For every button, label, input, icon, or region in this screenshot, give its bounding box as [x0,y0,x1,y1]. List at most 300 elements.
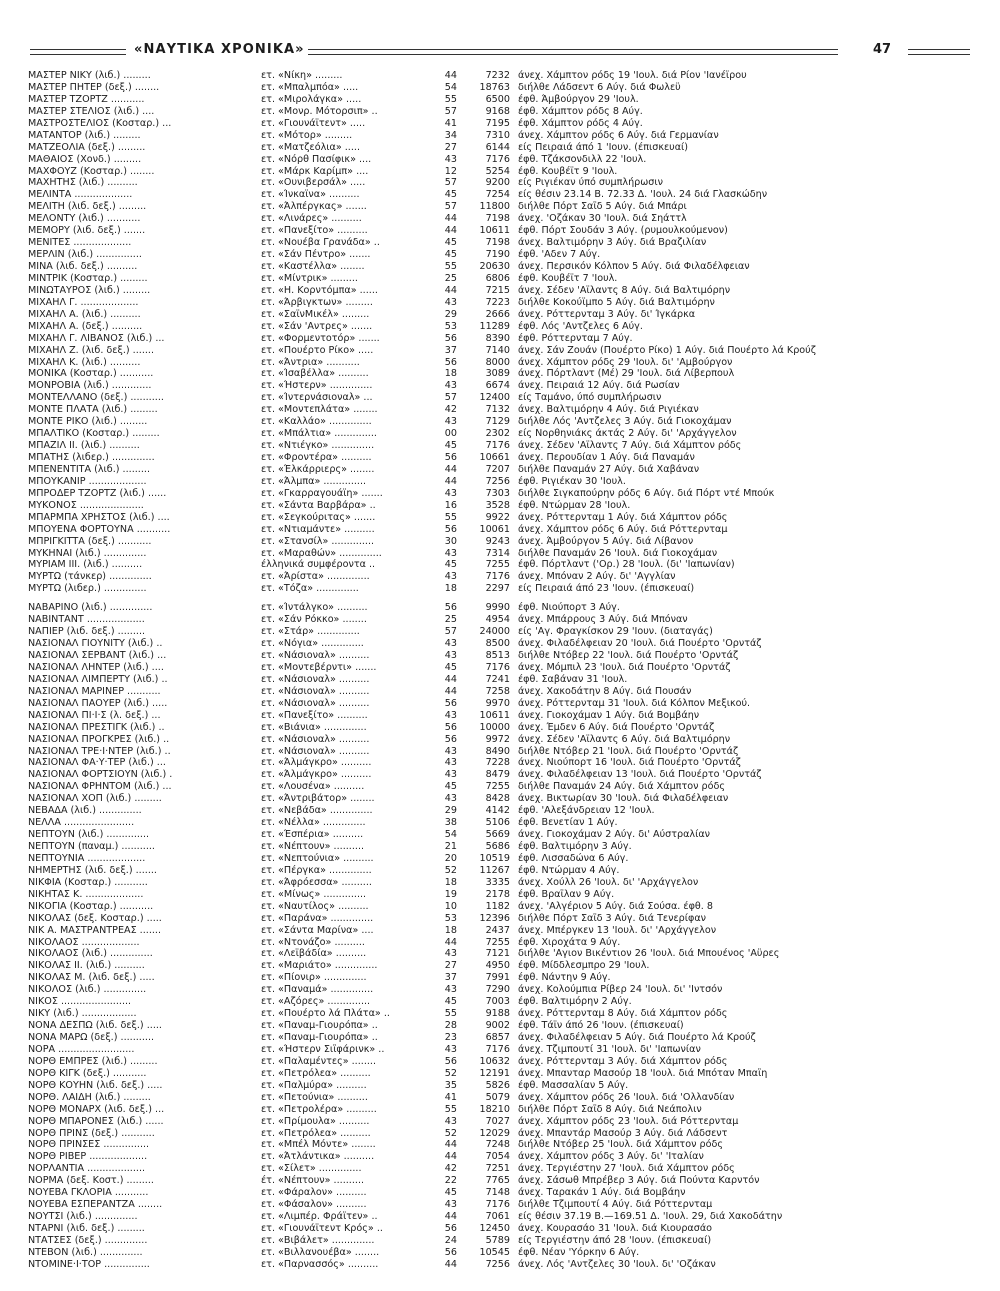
ship-tons: 57 [444,626,457,638]
ship-row [28,154,978,166]
ship-tons: 38 [444,817,457,829]
ship-position: είς Τεργιέστην άπό 28 'Ιουν. (έπισκευαί) [518,1234,712,1246]
ship-position: έφθ. Βενετίαν 1 Αύγ. [518,817,618,829]
ship-number: 7176 [485,1043,510,1055]
ship-name: ΜΙΧΑΗΛ Γ. ................... [28,296,139,308]
ship-tons: 43 [444,984,457,996]
ship-tons: 28 [444,1020,457,1032]
page-header [30,40,970,62]
ship-number: 7991 [485,972,510,984]
ship-tons: 53 [444,912,457,924]
ship-row [28,524,978,536]
ship-position: άνεχ. Σέδεν 'Αϊλαντς 6 Αύγ. διά Βαλτιμόρην [518,733,731,745]
ship-number: 9990 [485,602,510,614]
ship-name: ΝΑΣΙΟΝΑΛ ΣΕΡΒΑΝΤ (λιб.) ... [28,650,167,661]
ship-number: 9002 [485,1020,510,1032]
ship-position: έφθ. Ντώρμαν 4 Αύγ. [518,864,620,876]
ship-agency: ετ. «Άλμάγκρο» .......... [261,769,372,781]
ship-name: ΝΙΚΟΛΑΣ ΙΙ. (λιб.) .......... [28,960,145,972]
ship-name: ΜΥΚΟΝΟΣ ..................... [28,499,144,511]
ship-number: 7003 [485,996,510,1008]
ship-row [28,130,978,142]
ship-row [28,94,978,106]
ship-number: 5106 [485,817,510,829]
ship-number: 10611 [479,709,510,721]
ship-position: άνεχ. Χούλλ 26 'Ιουλ. δι' 'Αρχάγγελον [518,876,699,888]
ship-position: διήλθε Τζιμπουτί 4 Αύγ. διά Ρόττερνταμ [518,1199,713,1211]
ship-number: 7176 [485,661,510,673]
ship-name: ΜΥΡΤΩ (λιбερ.) .............. [28,583,147,595]
page-number: 47 [872,42,892,57]
ship-row [28,877,978,889]
ship-position: έφθ. Ριγιέκαν 30 'Ιουλ. [518,475,626,487]
ship-row [28,1032,978,1044]
ship-row [28,781,978,793]
ship-name: ΜΙΧΑΗΛ Α. (δεξ.) .......... [28,320,143,332]
ship-tons: 45 [444,996,457,1008]
ship-agency: ετ. «Άντριβάτορ» ........ [261,793,375,805]
ship-name: ΜΟΝΤΕ ΠΛΑΤΑ (λιб.) ......... [28,404,158,416]
ship-position: άνεχ. Χάμπτον ρόδς 29 'Ιουλ. δι' 'Αμβούργον [518,356,733,368]
ship-name: ΝΑΣΙΟΝΑΛ ΠΙ·Ι·Σ (λ. δεξ.) ... [28,709,161,721]
ship-position: άνεχ. Περουδίαν 1 Αύγ. διά Παναμάν [518,452,695,463]
ship-position: άνεχ. Γιοκοχάμαν 1 Αύγ. διά Βομβάην [518,709,700,721]
ship-number: 8428 [485,793,510,805]
ship-number: 9922 [485,511,510,523]
ship-name: ΝΟΡΘ ΚΙΓΚ (δεξ.) ........... [28,1067,147,1079]
ship-position: έφθ. Σαβάναν 31 'Ιουλ. [518,673,628,685]
ship-row [28,249,978,261]
ship-position: έφθ. Νάντην 9 Αύγ. [518,972,611,984]
ship-tons: 45 [444,781,457,793]
ship-number: 3089 [485,368,510,380]
ship-position: άνεχ. Πόρτλαντ (Μέ) 29 'Ιουλ. διά Λίβερπουλ [518,368,735,380]
ship-row [28,225,978,237]
ship-position: διήλθε Παναμάν 24 Αύγ. διά Χάμπτον ρόδς [518,781,725,793]
ship-number: 9168 [485,105,510,117]
ship-tons: 44 [444,1211,457,1223]
ship-tons: 56 [444,602,457,614]
ship-position: διήλθε Ντόβερ 25 'Ιουλ. διά Χάμπτον ρόδς [518,1139,723,1151]
ship-number: 7061 [485,1211,510,1223]
ship-position: έφθ. Χάμπτον ρόδς 4 Αύγ. [518,117,643,129]
ship-agency: ετ. «Καστέλλα» ........ [261,261,365,272]
ship-row [28,142,978,154]
ship-row [28,960,978,972]
ship-position: άνεχ. Χάμπτον ρόδς 23 'Ιουλ. διά Ρόττερνταμ [518,1115,739,1127]
ship-name: ΝΑΣΙΟΝΑΛ ΦΑ·Υ·ΤΕΡ (λιб.) ... [28,757,166,769]
ship-number: 7176 [485,1199,510,1211]
ship-name: ΝΗΜΕΡΤΗΣ (λιб. δεξ.) ....... [28,864,157,876]
ship-position: άνεχ. Μπόναν 2 Αύγ. δι' 'Αγγλίαν [518,571,676,583]
ship-name: ΝΕΛΛΑ ....................... [28,817,135,829]
ship-row [28,1080,978,1092]
ship-agency: ετ. «Πανεξίτο» .......... [261,225,368,237]
ship-tons: 43 [444,757,457,769]
ship-number: 7195 [485,117,510,129]
ship-tons: 30 [444,535,457,547]
ship-tons: 56 [444,1055,457,1067]
ship-position: άνεχ. 'Οζάκαν 30 'Ιουλ. διά Σηάττλ [518,213,687,225]
ship-agency: ετ. «Βιβάλετ» .............. [261,1234,375,1246]
ship-position: έφθ. Μασσαλίαν 5 Αύγ. [518,1079,629,1091]
ship-number: 10061 [479,523,510,535]
ship-tons: 25 [444,272,457,284]
ship-agency: ετ. «Ματζεόλια» ..... [261,141,360,153]
ship-agency: ετ. «Σάντα Βαρβάρα» .. [261,499,376,511]
ship-name: ΜΟΝΡΟΒΙΑ (λιб.) ............. [28,380,152,392]
ship-tons: 44 [444,463,457,475]
ship-position: άνεχ. Χάμπτον ρόδς 19 'Ιουλ. διά Ρίον 'Ιανέϊρου [518,70,747,81]
ship-name: ΜΙΧΑΗΛ Κ. (λιб.) .......... [28,356,141,368]
ship-row [28,1104,978,1116]
ship-tons: 45 [444,559,457,571]
ship-position: διήλθε Ντόβερ 22 'Ιουλ. διά Πουέρτο 'Ορντάζ [518,650,739,661]
ship-tons: 53 [444,320,457,332]
ship-position: έφθ. Ρόττερνταμ 7 Αύγ. [518,332,633,344]
ship-name: ΝΟΡΘ ΜΟΝΑΡΧ (λιб. δεξ.) ... [28,1103,165,1115]
ship-position: έφθ. Άμβούργον 29 'Ιουλ. [518,93,639,105]
ship-position: είς θέσιν 23.14 Β. 72.33 Δ. 'Ιουλ. 24 διά Γλασκώδην [518,189,768,201]
ship-name: ΜΑΣΤΕΡ ΣΤΕΛΙΟΣ (λιб.) .... [28,105,155,117]
ship-name: ΝΟΝΑ ΜΑΡΩ (δεξ.) ........... [28,1032,155,1043]
ship-position: είς Ταμάνο, ύπό συμπλήρωσιν [518,392,662,404]
ship-name: ΜΑΤΑΝΤΟΡ (λιб.) ......... [28,129,141,141]
ship-row [28,213,978,225]
ship-name: ΜΠΑΖΙΛ ΙΙ. (λιб.) .......... [28,440,140,452]
ship-agency: ετ. «Πανεξίτο» .......... [261,709,368,721]
ship-tons: 57 [444,105,457,117]
ship-name: ΝΤΑΡΝΙ (λιб. δεξ.) ......... [28,1223,145,1234]
ship-position: άνεχ. Πειραιά 12 Αύγ. διά Ρωσίαν [518,380,680,392]
ship-position: διήλθε Σιγκαπούρην ρόδς 6 Αύγ. διά Πόρτ ντέ Μπούκ [518,487,775,499]
ship-tons: 43 [444,1043,457,1055]
ship-agency: έτ. «Νέπτουν» .......... [261,1175,365,1187]
ship-agency: ετ. «Σίλετ» .............. [261,1163,362,1175]
ship-row [28,368,978,380]
ship-number: 7190 [485,249,510,261]
ship-number: 7254 [485,189,510,201]
ship-tons: 57 [444,392,457,404]
ship-tons: 43 [444,745,457,757]
ship-row [28,464,978,476]
ship-position: είς θέσιν 37.19 Β.—169.51 Δ. 'Ιουλ. 29, διά Χακοδάτην [518,1211,783,1223]
ship-position: άνεχ. Τζιμπουτί 31 'Ιουλ. δι' 'Ιαπωνίαν [518,1043,701,1055]
ship-tons: 44 [444,936,457,948]
ship-tons: 44 [444,673,457,685]
ship-position: έφθ. Χιροχάτα 9 Αύγ. [518,936,621,948]
ship-agency: ετ. «ΣαϊνΜικέλ» ......... [261,308,370,320]
ship-name: ΝΟΡΘ ΡΙΒΕΡ ................... [28,1151,148,1163]
ship-name: ΝΙΚΟΛΑΣ Μ. (λιб. δεξ.) ..... [28,972,155,984]
ship-row [28,237,978,249]
ship-number: 9970 [485,697,510,709]
ship-agency: ετ. «Πρίμουλα» .......... [261,1115,370,1127]
ship-row [28,793,978,805]
ship-row [28,686,978,698]
ship-name: ΜΠΑΛΤΙΚΟ (Κοσταρ.) ......... [28,428,160,440]
ship-position: άνεχ. Γιοκοχάμαν 2 Αύγ. δι' Αύστραλίαν [518,829,711,841]
ship-agency: ετ. «Στάρ» .............. [261,626,360,638]
ship-position: έφθ. Ντώρμαν 28 'Ιουλ. [518,499,631,511]
ship-name: ΜΟΝΙΚΑ (Κοσταρ.) ........... [28,368,154,380]
ship-row [28,1056,978,1068]
ship-position: έφθ. 'Αδεν 7 Αύγ. [518,249,601,261]
ship-row [28,273,978,285]
ship-tons: 52 [444,1127,457,1139]
ship-row [28,82,978,94]
ship-tons: 56 [444,733,457,745]
ship-position: διήλθε Πόρτ Σαΐδ 8 Αύγ. διά Νεάπολιν [518,1103,702,1115]
ship-tons: 43 [444,380,457,392]
ship-position: άνεχ. Φιλαδέλφειαν 13 'Ιουλ. διά Πουέρτο 'Ορντάζ [518,769,762,781]
ship-tons: 45 [444,440,457,452]
ship-name: ΝΑΣΙΟΝΑΛ ΠΡΕΣΤΙΓΚ (λιб.) .. [28,721,165,733]
ship-position: διήλθε Λάδσεντ 6 Αύγ. διά Φωλεϋ [518,81,681,93]
ship-tons: 43 [444,1199,457,1211]
ship-number: 5669 [485,829,510,841]
ship-agency: ετ. «Σάν 'Αντρες» ....... [261,320,373,332]
ship-position: διήλθε Παναμάν 26 'Ιουλ. διά Γιοκοχάμαν [518,547,718,559]
ship-row [28,476,978,488]
ship-number: 4950 [485,960,510,972]
ship-agency: ετ. «Μπαλμπόα» ..... [261,81,359,93]
ship-name: ΝΙΚΟΛΟΣ (λιб.) .............. [28,984,147,996]
ship-name: ΝΑΣΙΟΝΑΛ ΠΑΟΥΕΡ (λιб.) ..... [28,697,168,709]
ship-name: ΜΟΝΤΕΛΛΑΝΟ (δεξ.) ........... [28,392,164,404]
ship-agency: ετ. «Λεϊβάδία» .......... [261,948,367,960]
ship-position: άνεχ. 'Αλγέριον 5 Αύγ. διά Σούσα. έφθ. 8 [518,900,713,912]
ship-position: άνεχ. Κολούμπια Ρίβερ 24 'Ιουλ. δι' 'Ιντσόν [518,984,723,996]
ship-tons: 55 [444,1008,457,1020]
ship-row [28,757,978,769]
ship-position: είς 'Αγ. Φραγκίσκον 29 'Ιουν. (διαταγάς) [518,626,713,638]
ship-number: 12396 [479,912,510,924]
ship-tons: 35 [444,1079,457,1091]
ship-agency: ετ. «Γκαρραγουάϊη» ....... [261,487,383,499]
header-rule-middle [308,49,838,55]
ship-number: 6500 [485,93,510,105]
ship-number: 7251 [485,1163,510,1175]
ship-name: ΝΟΡΑ ......................... [28,1043,135,1055]
ship-number: 7255 [485,936,510,948]
ship-number: 7228 [485,757,510,769]
ship-row [28,1247,978,1259]
ship-agency: ετ. «Νόρθ Πασίφικ» .... [261,153,372,165]
ship-row [28,972,978,984]
ship-name: ΝΙΚΟΣ ....................... [28,996,132,1008]
ship-number: 10000 [479,721,510,733]
ship-position: άνεχ. Ρόττερνταμ 3 Αύγ. δι' Ίγκάρκα [518,308,696,320]
ship-agency: ετ. «Πετούνια» .......... [261,1091,368,1103]
ship-agency: ετ. «Μίντρικ» ......... [261,272,358,284]
ship-row [28,1223,978,1235]
ship-row [28,559,978,571]
ship-agency: ετ. «Έλκάρριερς» ........ [261,463,375,475]
ship-tons: 37 [444,972,457,984]
ship-agency: ετ. «Ντονάζο» .......... [261,936,365,948]
ship-agency: ετ. «Πίονιρ» .............. [261,972,367,984]
ship-position: έφθ. Τζάκσονδιλλ 22 'Ιουλ. [518,153,647,165]
ship-position: άνεχ. Βαλτιμόρην 3 Αύγ. διά Βραζιλίαν [518,237,707,249]
ship-tons: 55 [444,261,457,272]
ship-name: ΝΤΟΜΙΝΕ·Ι·ΤΟΡ ............... [28,1258,150,1270]
ship-agency: ετ. «Παναμά» .............. [261,984,374,996]
ship-number: 7255 [485,781,510,793]
ship-position: άνεχ. Μόμπιλ 23 'Ιουλ. διά Πουέρτο 'Ορντάζ [518,661,731,673]
ship-number: 7248 [485,1139,510,1151]
ship-tons: 45 [444,189,457,201]
ship-name: ΝΑΣΙΟΝΑΛ ΛΙΜΠΕΡΤΥ (λιб.) .. [28,673,168,685]
ship-agency: ετ. «Ίνκαϊνα» .......... [261,189,360,201]
ship-number: 7241 [485,673,510,685]
ship-position: διήλθε 'Αγιον Βικέντιον 26 'Ιουλ. διά Μπουένος 'Αϋρες [518,948,780,960]
ship-name: ΜΠΡΟΔΕΡ ΤΖΟΡΤΖ (λιб.) ...... [28,487,167,499]
ship-tons: 43 [444,638,457,650]
ship-row [28,201,978,213]
ship-name: ΝΙΚΦΙΑ (Κοσταρ.) ........... [28,876,148,888]
ship-name: ΝΕΒΑΔΑ (λιб.) .............. [28,805,142,817]
ship-position: έφθ. Χάμπτον ρόδς 8 Αύγ. [518,105,643,117]
ship-row [28,261,978,273]
ship-position: άνεχ. Σέδεν 'Αϊλαντς 8 Αύγ. διά Βαλτιμόρην [518,284,731,296]
ship-agency: ετ. «Μαριάτο» .............. [261,960,378,972]
ship-row [28,392,978,404]
ship-tons: 25 [444,614,457,626]
ship-movements-list [28,70,978,1271]
ship-row [28,1128,978,1140]
ship-tons: 27 [444,141,457,153]
ship-name: ΝΟΡΘ ΠΡΙΝΣ (δεξ.) ........... [28,1127,155,1139]
ship-number: 24000 [479,626,510,638]
ship-name: ΜΙΧΑΗΛ Ζ. (λιб. δεξ.) ....... [28,344,155,356]
ship-number: 9972 [485,733,510,745]
ship-tons: 44 [444,70,457,81]
ship-number: 7176 [485,571,510,583]
ship-position: έφθ. Τάϊν άπό 26 'Ιουν. (έπισκευαί) [518,1020,684,1032]
ship-agency: ετ. «Νέπτουν» .......... [261,841,365,852]
ship-position: άνεχ. Σάσωθ Μπρέβερ 3 Αύγ. διά Πούντα Καρντόν [518,1175,760,1187]
ship-tons: 19 [444,888,457,900]
ship-position: άνεχ. Άμβούργον 5 Αύγ. διά Λίβανον [518,535,694,547]
ship-tons: 43 [444,769,457,781]
ship-position: άνεχ. Χακοδάτην 8 Αύγ. διά Πουσάν [518,685,692,697]
ship-row [28,285,978,297]
ship-agency: ετ. «Λινάρες» .......... [261,213,362,225]
ship-tons: 29 [444,805,457,817]
ship-name: ΜΠΑΤΗΣ (λιбερ.) .............. [28,452,155,463]
ship-row [28,177,978,189]
ship-position: έφθ. Βραΐλαν 9 Αύγ. [518,888,615,900]
ship-number: 7256 [485,1258,510,1270]
ship-row [28,1044,978,1056]
ship-position: άνεχ. Ρόττερνταμ 31 'Ιουλ. διά Κόλπον Μεξικού. [518,697,751,709]
ship-tons: 41 [444,117,457,129]
ship-name: ΝΑΣΙΟΝΑΛ ΛΗΝΤΕΡ (λιб.) .... [28,661,164,673]
ship-tons: 42 [444,404,457,416]
ship-name: ΝΑΠΙΕΡ (λιб. δεξ.) ......... [28,626,146,638]
ship-number: 7215 [485,284,510,296]
ship-number: 2302 [485,428,510,440]
ship-row [28,166,978,178]
ship-position: άνεχ. Μπάρρους 3 Αύγ. διά Μπόναν [518,614,688,626]
ship-agency: ετ. «Βιάνια» .............. [261,721,367,733]
ship-name: ΝΙΚΟΛΑΣ (δεξ. Κοσταρ.) ..... [28,912,162,924]
ship-position: άνεχ. Μπανταρ Μασούρ 18 'Ιουλ. διά Μπόταν Μπαΐη [518,1067,768,1079]
ship-agency: ετ. «Πετρολέρα» .......... [261,1103,377,1115]
ship-number: 12450 [479,1223,510,1234]
ship-agency: ετ. «Παναμ-Γιουρόπα» .. [261,1020,378,1032]
ship-position: έφθ. Κουβέϊτ 7 'Ιουλ. [518,272,618,284]
ship-tons: 45 [444,249,457,261]
ship-row [28,698,978,710]
ship-row [28,734,978,746]
header-rule-right [908,49,970,55]
ship-number: 7258 [485,685,510,697]
ship-position: έφθ. Νέαν 'Υόρκην 6 Αύγ. [518,1246,640,1258]
ship-position: έφθ. Λισσαδώνα 6 Αύγ. [518,852,629,864]
ship-name: ΝΙΚΗΤΑΣ Κ. ................... [28,888,144,900]
ship-agency: ετ. «Παρνασσός» .......... [261,1258,379,1270]
ship-agency: ετ. «Η. Κορντόμπα» ...... [261,284,378,296]
ship-number: 7310 [485,129,510,141]
ship-agency: ετ. «Ουνιβερσάλ» ..... [261,177,366,189]
ship-row [28,548,978,560]
ship-row [28,1020,978,1032]
ship-name: ΝΕΠΤΟΥΝΙΑ ................... [28,852,146,864]
ship-position: είς Πειραιά άπό 1 'Ιουν. (έπισκευαί) [518,141,689,153]
ship-name: ΝΑΣΙΟΝΑΛ ΦΡΗΝΤΟΜ (λιб.) ... [28,781,172,793]
ship-agency: ετ. «Παλαμέντες» ........ [261,1055,377,1067]
ship-name: ΝΑΣΙΟΝΑΛ ΧΟΠ (λιб.) ......... [28,793,162,805]
ship-tons: 18 [444,368,457,380]
ship-position: έφθ. Μίδδλεσμπρο 29 'Ιουλ. [518,960,650,972]
ship-agency: ετ. «Νάσιοναλ» .......... [261,697,370,709]
journal-title: «ΝΑΥΤΙΚΑ ΧΡΟΝΙΚΑ» [134,42,305,57]
ship-row [28,805,978,817]
ship-tons: 43 [444,153,457,165]
ship-row [28,404,978,416]
ship-row [28,913,978,925]
ship-tons: 18 [444,924,457,936]
ship-name: ΜΙΝΩΤΑΥΡΟΣ (λιб.) ......... [28,284,151,296]
ship-row [28,829,978,841]
ship-position: διήλθε Πόρτ Σαΐδ 3 Αύγ. διά Τενερίφαν [518,912,707,924]
ship-number: 7132 [485,404,510,416]
ship-name: ΜΠΕΝΕΝΤΙΤΑ (λιб.) ......... [28,463,151,475]
ship-agency: ετ. «Άντρια» ........... [261,356,360,368]
ship-number: 8390 [485,332,510,344]
ship-row [28,297,978,309]
ship-position: άνεχ. Βαλτιμόρην 4 Αύγ. διά Ριγιέκαν [518,404,699,416]
ship-agency: ετ. «Ίντάλγκο» .......... [261,602,368,614]
ship-position: άνεχ. Νιούπορτ 16 'Ιουλ. διά Πουέρτο 'Ορντάζ [518,757,741,769]
ship-agency: ετ. «Φάσαλον» .......... [261,1199,367,1211]
ship-position: διήλθε Κοκούϊμπο 5 Αύγ. διά Βαλτιμόρην [518,296,715,308]
ship-number: 7129 [485,416,510,428]
ship-row [28,626,978,638]
ship-tons: 43 [444,416,457,428]
ship-number: 3528 [485,499,510,511]
ship-agency: ετ. «Νάσιοναλ» .......... [261,650,370,661]
ship-row [28,1211,978,1223]
ship-number: 5789 [485,1234,510,1246]
ship-tons: 43 [444,1115,457,1127]
ship-tons: 37 [444,344,457,356]
ship-name: ΝΟΡΜΑ (δεξ. Κοστ.) ......... [28,1175,154,1187]
ship-agency: ετ. «Άλμάγκρο» .......... [261,757,372,769]
ship-row [28,889,978,901]
